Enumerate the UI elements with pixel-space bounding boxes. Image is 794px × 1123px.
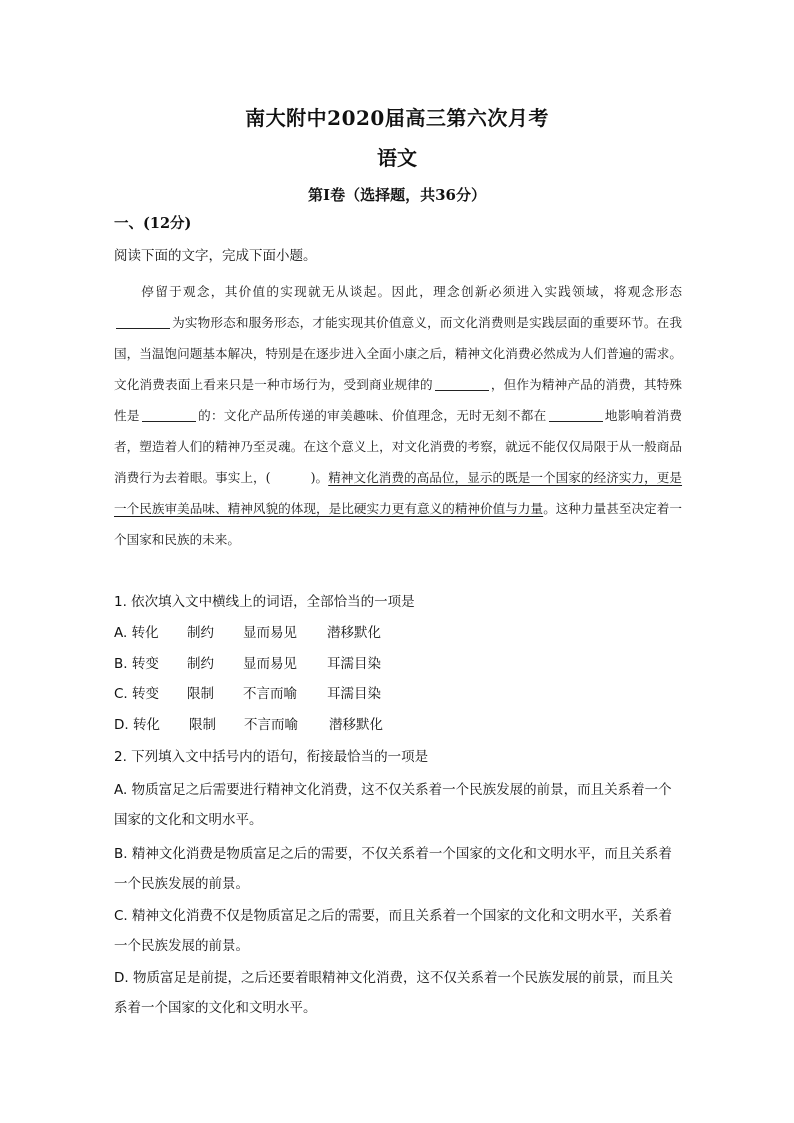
- option-word-2: 限制: [187, 686, 214, 702]
- passage-text-7: 。这种力量甚至决定着一个国家和民族的未来。: [114, 501, 683, 547]
- option-word-4: 耳濡目染: [327, 686, 381, 702]
- volume-title: 第Ⅰ卷（选择题，共36分）: [308, 186, 486, 204]
- q2-option-c: C. 精神文化消费不仅是物质富足之后的需要，而且关系着一个国家的文化和文明水平，关系着一个民族发展的前景。: [114, 908, 673, 954]
- underlined-sentence: 精神文化消费的高品位，显示的既是一个国家的经济实力，更是一个民族审美品味、精神风貌的体现，是比硬实力更有意义的精神价值与力量: [114, 470, 683, 516]
- q2-option-d: D. 物质富足是前提，之后还要着眼精神文化消费，这不仅关系着一个民族发展的前景，而且关系着一个国家的文化和文明水平。: [114, 970, 673, 1016]
- fill-blank-4: [549, 407, 603, 422]
- option-word-3: 显而易见: [243, 656, 297, 672]
- option-word-2: 限制: [189, 717, 216, 733]
- subject-title: 语文: [377, 146, 417, 170]
- q2-option-a: A. 物质富足之后需要进行精神文化消费，这不仅关系着一个民族发展的前景，而且关系着一个国家的文化和文明水平。: [114, 782, 672, 828]
- option-word-4: 耳濡目染: [327, 656, 381, 672]
- option-label: B. 转变: [114, 656, 159, 672]
- option-label: C. 转变: [114, 686, 160, 702]
- fill-blank-1: [116, 314, 170, 329]
- passage-text-6: )。: [310, 470, 329, 485]
- passage-text-2: 为实物形态和服务形态，才能实现其价值意义，而文化消费则是实践层面的重要环节。在我国，当温饱问题基本解决，特别是在逐步进入全面小康之后，精神文化消费必然成为人们普遍的需求。文化消费表面上看来只是一种市场行为，受到商业规律的: [114, 315, 682, 392]
- q2-option-b: B. 精神文化消费是物质富足之后的需要，不仅关系着一个国家的文化和文明水平，而且关系着一个民族发展的前景。: [114, 846, 672, 892]
- fill-blank-2: [435, 376, 489, 391]
- option-word-2: 制约: [187, 656, 214, 672]
- passage-text-4: 的：文化产品所传递的审美趣味、价值理念，无时无刻不都在: [197, 408, 547, 423]
- option-word-3: 不言而喻: [244, 717, 298, 733]
- option-word-3: 显而易见: [243, 625, 297, 641]
- option-word-4: 潜移默化: [329, 717, 383, 733]
- option-label: D. 转化: [114, 717, 160, 733]
- passage-text-5: 地影响着消费者，塑造着人们的精神乃至灵魂。在这个意义上，对文化消费的考察，就远不能仅仅局限于从一般商品消费行为去着眼。事实上，(: [114, 408, 683, 485]
- fill-blank-3: [142, 407, 196, 422]
- passage-text-3: ，但作为精神产品的消费，其特殊性是: [114, 377, 682, 423]
- option-word-2: 制约: [187, 625, 214, 641]
- section-heading: 一、(12分): [114, 215, 192, 232]
- option-word-3: 不言而喻: [243, 686, 297, 702]
- question-1-stem: 1. 依次填入文中横线上的词语，全部恰当的一项是: [114, 594, 415, 610]
- passage-text-1: 停留于观念，其价值的实现就无从谈起。因此，理念创新必须进入实践领域，将观念形态: [140, 284, 682, 299]
- reading-passage: [114, 276, 682, 555]
- question-2-stem: 2. 下列填入文中括号内的语句，衔接最恰当的一项是: [114, 749, 429, 765]
- exam-title: 南大附中2020届高三第六次月考: [245, 106, 549, 130]
- option-word-4: 潜移默化: [327, 625, 381, 641]
- reading-instruction: 阅读下面的文字，完成下面小题。: [114, 248, 317, 264]
- option-label: A. 转化: [114, 625, 159, 641]
